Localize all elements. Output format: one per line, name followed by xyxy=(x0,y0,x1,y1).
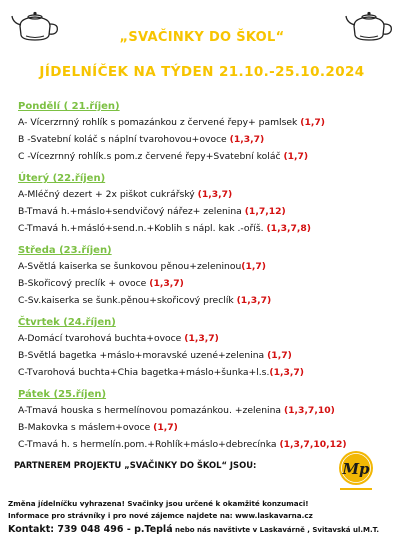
day-heading: Pondělí ( 21.říjen) xyxy=(18,101,120,112)
menu-item-text: B-Tmavá h.+máslo+sendvičový nářez+ zelenina xyxy=(18,206,245,217)
allergens: (1,7) xyxy=(153,422,178,433)
menu-item xyxy=(18,114,398,131)
mp-partner-logo xyxy=(334,449,378,495)
day-friday xyxy=(18,387,398,453)
allergens: (1,7,12) xyxy=(244,206,286,217)
contact-address: nebo nás navštivte v Laskavárně , Svitavská ul.M.T. xyxy=(172,526,380,534)
allergens: (1,3,7) xyxy=(149,278,184,289)
allergens: (1,3,7,10,12) xyxy=(279,439,347,450)
menu-item xyxy=(18,148,398,165)
menu-item-text: A- Vícerzrnný rohlík s pomazánkou z červené řepy+ pamlsek xyxy=(18,117,301,128)
menu-item xyxy=(18,292,398,309)
allergens: (1,3,7) xyxy=(236,295,272,306)
menu-item-text: C-Tmavá h. s hermelín.pom.+Rohlík+máslo+debrecínka xyxy=(18,439,280,450)
menu-item-text: B-Světlá bagetka +máslo+moravské uzené+zelenina xyxy=(18,350,268,361)
menu-item xyxy=(18,275,398,292)
allergens: (1,3,7) xyxy=(229,134,265,145)
day-monday xyxy=(18,99,398,165)
day-heading: Středa (23.říjen) xyxy=(18,245,112,256)
menu-item xyxy=(18,203,398,220)
day-heading: Pátek (25.říjen) xyxy=(18,389,107,400)
menu-item xyxy=(18,330,398,347)
menu-item xyxy=(18,131,398,148)
menu-item-text: B-Skořicový preclík + ovoce xyxy=(18,278,150,289)
day-wednesday xyxy=(18,243,398,309)
menu-item-text: A-Tmavá houska s hermelínovou pomazánkou. +zelenina xyxy=(18,405,284,416)
day-tuesday xyxy=(18,171,398,237)
menu-item xyxy=(18,402,398,419)
menu-item-text: B-Makovka s máslem+ovoce xyxy=(18,422,154,433)
day-heading: Čtvrtek (24.říjen) xyxy=(18,317,116,328)
allergens: (1,3,7) xyxy=(269,367,304,378)
day-heading: Úterý (22.říjen) xyxy=(18,173,106,184)
menu-item-text: A-Domácí tvarohová buchta+ovoce xyxy=(18,333,185,344)
allergens: (1,7) xyxy=(241,261,266,272)
allergens: (1,7) xyxy=(283,151,309,162)
menu-item-text: A-Mléčný dezert + 2x piškot cukrářský xyxy=(18,189,198,200)
menu-item-text: C-Sv.kaiserka se šunk.pěnou+skořicový preclík xyxy=(18,295,237,306)
footer-info: Informace pro strávníky i pro nové zájemce najdete na: www.laskavarna.cz xyxy=(8,511,313,520)
menu-item xyxy=(18,258,398,275)
page-title: „SVAČINKY DO ŠKOL“ xyxy=(119,30,285,45)
menu-item xyxy=(18,419,398,436)
allergens: (1,3,7) xyxy=(184,333,219,344)
contact-line xyxy=(8,524,379,535)
mp-logo-text: Mp xyxy=(342,460,370,478)
day-thursday xyxy=(18,315,398,381)
menu-item xyxy=(18,364,398,381)
allergens: (1,3,7) xyxy=(197,189,233,200)
menu-item xyxy=(18,220,398,237)
weekly-menu xyxy=(18,99,398,459)
menu-item xyxy=(18,186,398,203)
menu-item-text: C-Tmavá h.+másló+send.n.+Koblih s nápl. kak .-oříš. xyxy=(18,223,267,234)
menu-item-text: C-Tvarohová buchta+Chia bagetka+máslo+šunka+l.s. xyxy=(18,367,270,378)
allergens: (1,7) xyxy=(267,350,292,361)
allergens: (1,3,7,8) xyxy=(266,223,311,234)
contact-phone: Kontakt: 739 048 496 - p.Teplá xyxy=(8,524,173,535)
menu-item xyxy=(18,347,398,364)
allergens: (1,3,7,10) xyxy=(283,405,335,416)
menu-week-title: JÍDELNÍČEK NA TÝDEN 21.10.-25.10.2024 xyxy=(39,64,365,80)
menu-item-text: B -Svatební koláč s náplní tvarohovou+ovoce xyxy=(18,134,230,145)
partner-text: PARTNEREM PROJEKTU „SVAČINKY DO ŠKOL“ JSOU: xyxy=(14,460,257,470)
menu-item-text: A-Světlá kaiserka se šunkovou pěnou+zeleninou xyxy=(18,261,242,272)
menu-item-text: C -Vícezrnný rohlík.s pom.z červené řepy+Svatební koláč xyxy=(18,151,284,162)
footer-notice: Změna jídelníčku vyhrazena! Svačinky jsou určené k okamžité konzumaci! xyxy=(8,499,309,508)
allergens: (1,7) xyxy=(300,117,325,128)
